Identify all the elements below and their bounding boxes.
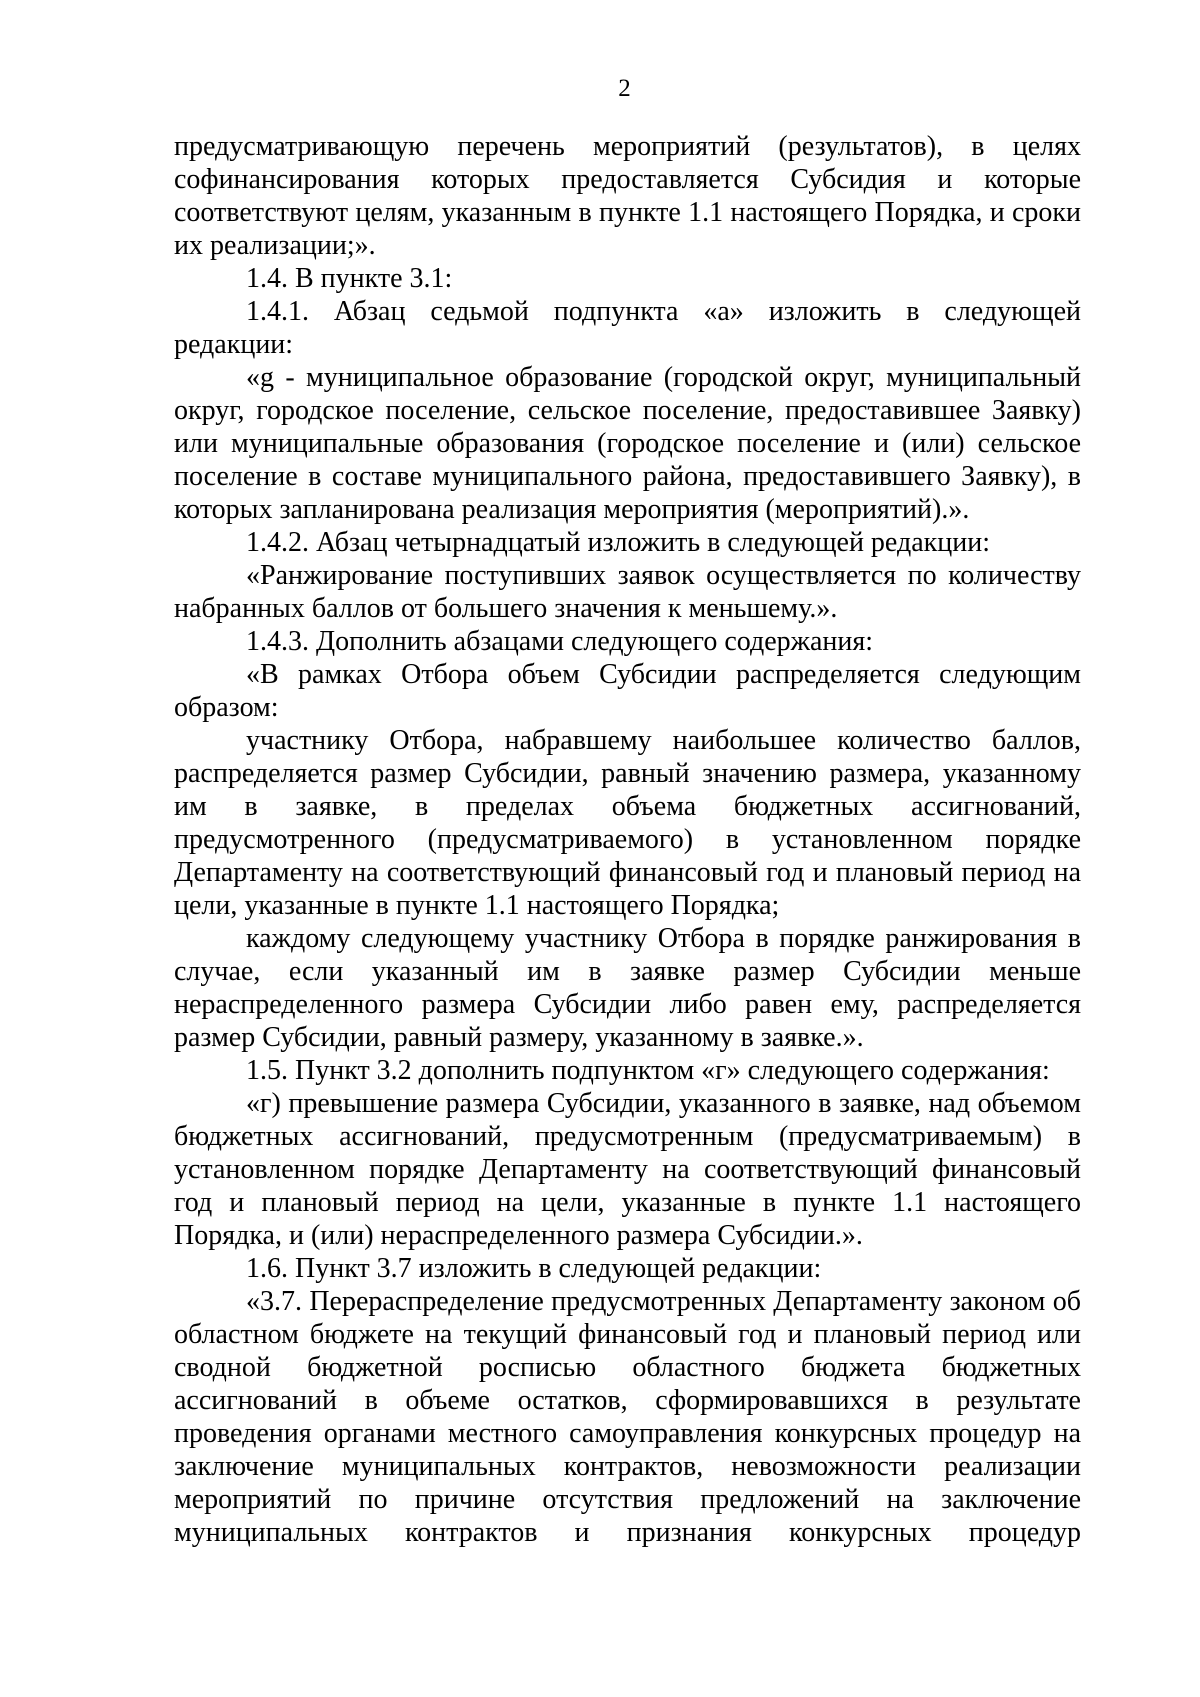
document-body — [174, 130, 1081, 1549]
paragraph: каждому следующему участнику Отбора в порядке ранжирования в случае, если указанный им в заявке размер Субсидии меньше нераспределенного размера Субсидии либо равен ему, распределяется размер Субсидии, равный размеру, указанному в заявке.». — [174, 923, 1081, 1053]
paragraph: предусматривающую перечень мероприятий (результатов), в целях софинансирования которых предоставляется Субсидия и которые соответствуют целям, указанным в пункте 1.1 настоящего Порядка, и сроки их реализации;». — [174, 131, 1081, 261]
paragraph: «В рамках Отбора объем Субсидии распределяется следующим образом: — [174, 659, 1081, 723]
paragraph: 1.5. Пункт 3.2 дополнить подпунктом «г» следующего содержания: — [246, 1055, 1050, 1086]
paragraph: 1.6. Пункт 3.7 изложить в следующей редакции: — [246, 1253, 822, 1284]
paragraph: 1.4.2. Абзац четырнадцатый изложить в следующей редакции: — [246, 527, 990, 558]
paragraph: «3.7. Перераспределение предусмотренных Департаменту законом об областном бюджете на текущий финансовый год и плановый период или сводной бюджетной росписью областного бюджета бюджетных ассигнований в объеме остатков, сформировавшихся в результате проведения органами местного самоуправления конкурсных процедур на заключение муниципальных контрактов, невозможности реализации мероприятий по причине отсутствия предложений на заключение муниципальных контрактов и признания конкурсных процедур — [174, 1286, 1081, 1548]
paragraph: 1.4.3. Дополнить абзацами следующего содержания: — [246, 626, 874, 657]
paragraph: 1.4. В пункте 3.1: — [246, 263, 453, 294]
paragraph: «g - муниципальное образование (городской округ, муниципальный округ, городское поселение, сельское поселение, предоставившее Заявку) или муниципальные образования (городское поселение и (или) сельское поселение в составе муниципального района, предоставившего Заявку), в которых запланирована реализация мероприятия (мероприятий).». — [174, 362, 1081, 525]
paragraph: 1.4.1. Абзац седьмой подпункта «а» изложить в следующей редакции: — [174, 296, 1081, 360]
paragraph: «г) превышение размера Субсидии, указанного в заявке, над объемом бюджетных ассигнований, предусмотренным (предусматриваемым) в установленном порядке Департаменту на соответствующий финансовый год и плановый период на цели, указанные в пункте 1.1 настоящего Порядка, и (или) нераспределенного размера Субсидии.». — [174, 1088, 1081, 1251]
page-number: 2 — [618, 75, 631, 102]
paragraph: участнику Отбора, набравшему наибольшее количество баллов, распределяется размер Субсидии, равный значению размера, указанному им в заявке, в пределах объема бюджетных ассигнований, предусмотренного (предусматриваемого) в установленном порядке Департаменту на соответствующий финансовый год и плановый период на цели, указанные в пункте 1.1 настоящего Порядка; — [174, 725, 1081, 921]
paragraph: «Ранжирование поступивших заявок осуществляется по количеству набранных баллов от большего значения к меньшему.». — [174, 560, 1081, 624]
